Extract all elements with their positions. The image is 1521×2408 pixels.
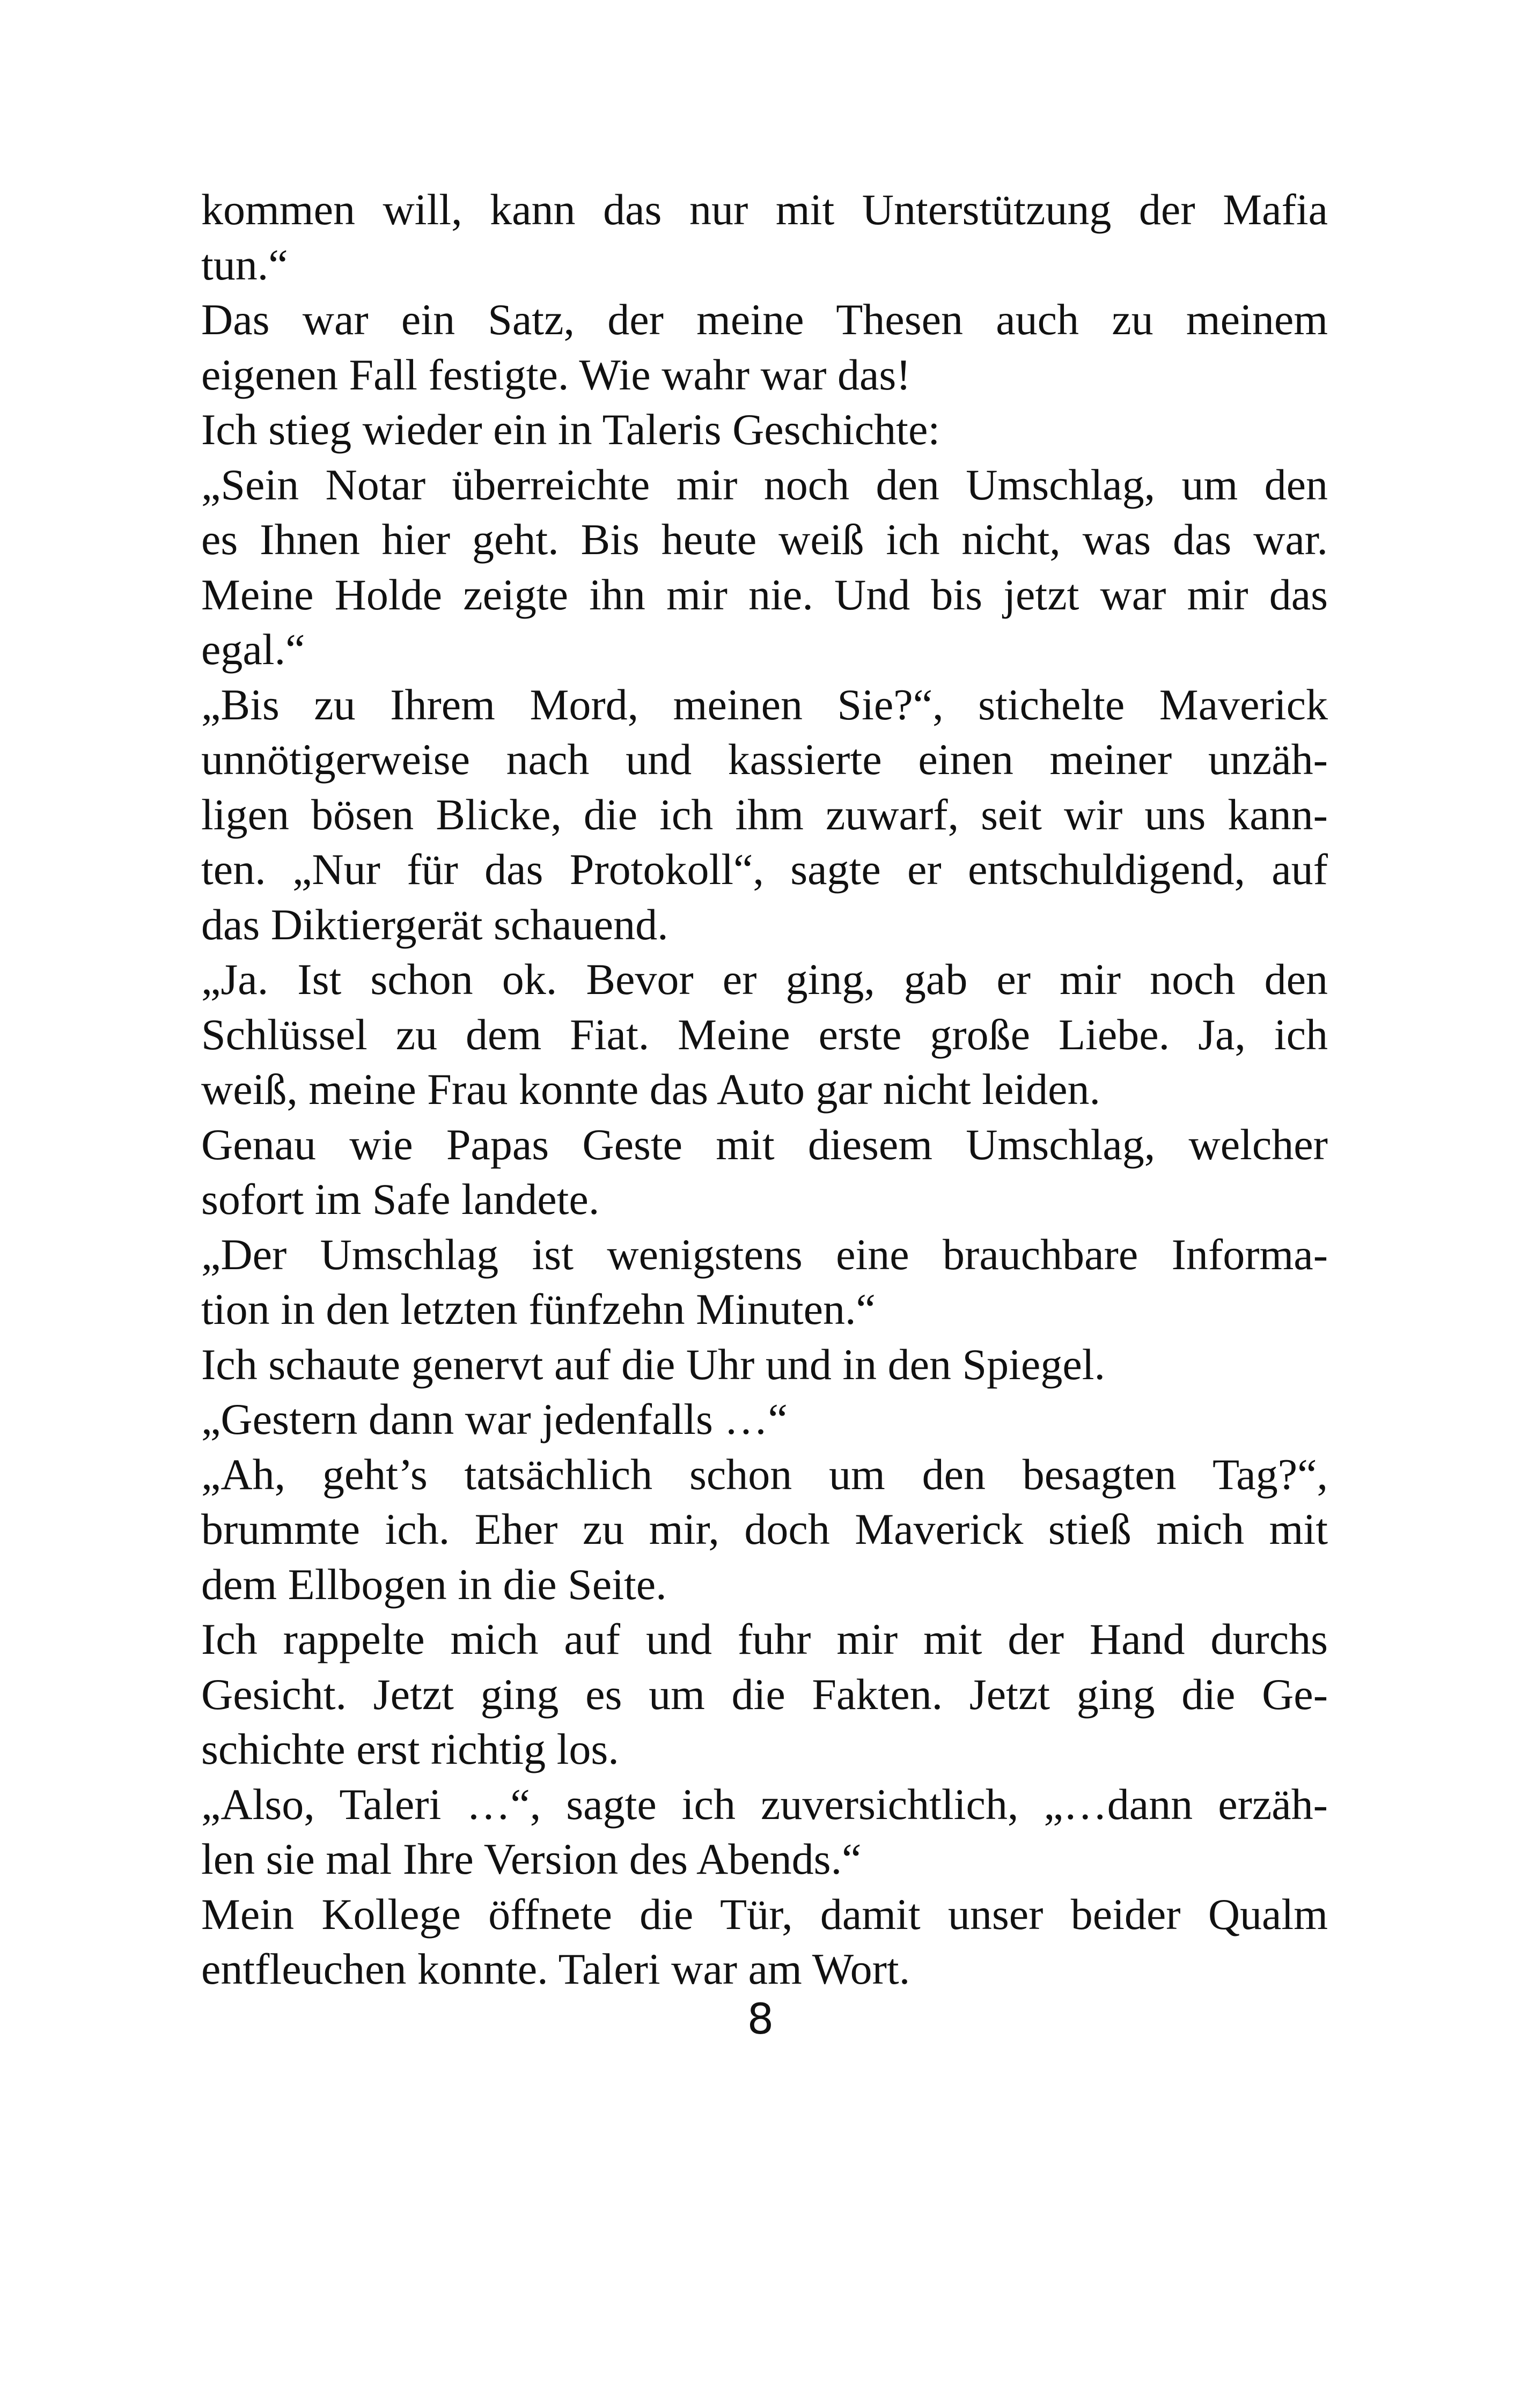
text-line: ten. „Nur für das Protokoll“, sagte er entschuldigend, auf [201,845,1328,894]
text-line: Schlüssel zu dem Fiat. Meine erste große Liebe. Ja, ich [201,1010,1328,1059]
text-line: brummte ich. Eher zu mir, doch Maverick stieß mich mit [201,1505,1328,1553]
text-line: egal.“ [201,625,305,674]
text-line: entfleuchen konnte. Taleri war am Wort. [201,1945,910,1993]
text-line: Ich rappelte mich auf und fuhr mir mit der Hand durchs [201,1615,1328,1663]
text-line: dem Ellbogen in die Seite. [201,1559,667,1609]
text-line: es Ihnen hier geht. Bis heute weiß ich nicht, was das war. [201,515,1328,564]
text-line: „Ah, geht’s tatsächlich schon um den besagten Tag?“, [201,1449,1328,1499]
text-line: kommen will, kann das nur mit Unterstützung der Mafia [201,185,1328,234]
body-text [201,182,1328,1997]
text-line: Ich schaute genervt auf die Uhr und in den Spiegel. [201,1339,1106,1389]
text-line: tun.“ [201,240,288,289]
text-line: eigenen Fall festigte. Wie wahr war das! [201,350,911,399]
text-line: „Ja. Ist schon ok. Bevor er ging, gab er mir noch den [201,955,1328,1004]
text-line: weiß, meine Frau konnte das Auto gar nicht leiden. [201,1065,1101,1114]
text-line: Ich stieg wieder ein in Taleris Geschichte: [201,405,940,454]
text-line: Meine Holde zeigte ihn mir nie. Und bis jetzt war mir das [201,570,1328,619]
text-line: sofort im Safe landete. [201,1175,600,1224]
text-line: Genau wie Papas Geste mit diesem Umschlag, welcher [201,1120,1328,1169]
text-line: tion in den letzten fünfzehn Minuten.“ [201,1285,876,1334]
text-line: Gesicht. Jetzt ging es um die Fakten. Jetzt ging die Ge- [201,1669,1328,1719]
text-line: „Also, Taleri …“, sagte ich zuversichtlich, „…dann erzäh- [201,1779,1328,1829]
page-number: 8 [747,1995,774,2044]
text-line: len sie mal Ihre Version des Abends.“ [201,1835,862,1883]
text-line: „Bis zu Ihrem Mord, meinen Sie?“, stichelte Maverick [201,680,1328,729]
text-line: das Diktiergerät schauend. [201,900,668,949]
text-line: Mein Kollege öffnete die Tür, damit unser beider Qualm [201,1889,1328,1939]
text-line: schichte erst richtig los. [201,1725,619,1773]
text-line: „Der Umschlag ist wenigstens eine brauchbare Informa- [201,1229,1328,1279]
text-line: „Sein Notar überreichte mir noch den Umschlag, um den [201,460,1328,509]
text-line: Das war ein Satz, der meine Thesen auch zu meinem [201,295,1328,344]
text-line: „Gestern dann war jedenfalls …“ [201,1395,788,1444]
text-line: unnötigerweise nach und kassierte einen meiner unzäh- [201,735,1328,784]
text-line: ligen bösen Blicke, die ich ihm zuwarf, seit wir uns kann- [201,790,1328,839]
